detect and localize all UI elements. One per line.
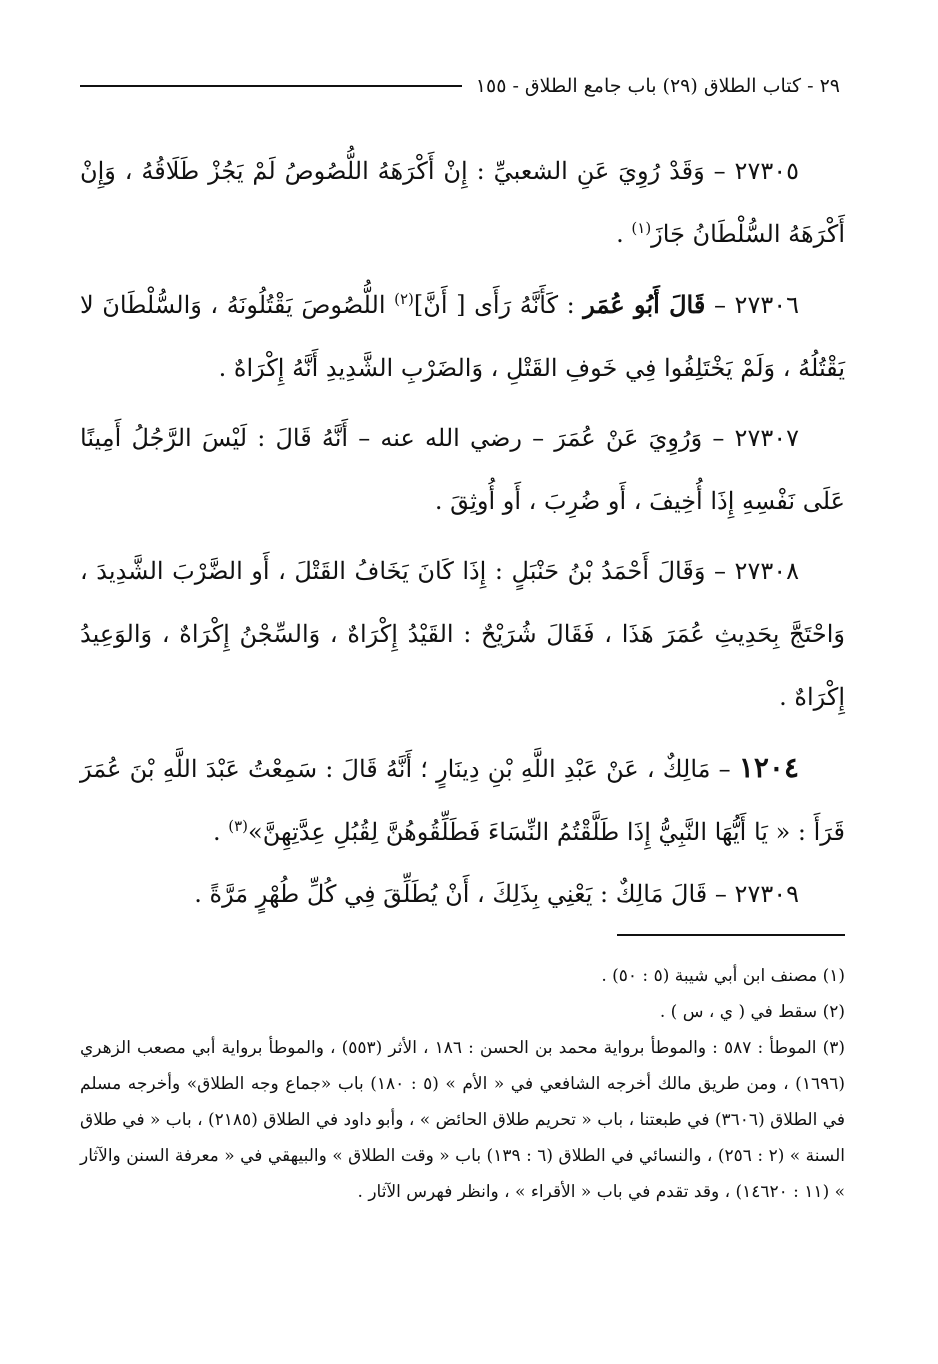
hadith-number: ١٢٠٤ [738,751,799,784]
paragraph-27305 [80,140,845,266]
footnotes-section [80,958,845,1210]
footnote-ref-3[interactable]: (٣) [228,817,249,835]
running-header-text: ٢٩ - كتاب الطلاق (٢٩) باب جامع الطلاق - ١٥٥ [475,75,840,97]
separator: – [705,291,735,319]
footnote-2: (٢) سقط في ( ي ، س ) . [659,1002,845,1022]
footnote-ref-2[interactable]: (٢) [394,290,414,308]
paragraph-number: ٢٧٣٠٦ [734,291,799,319]
paragraph-text: : كَأَنَّهُ رَأَى [ أَنَّ] [413,291,584,319]
footnote-divider [617,934,845,936]
main-text [80,140,845,933]
paragraph-27307 [80,407,845,533]
footnote-3: (٣) الموطأ : ٥٨٧ : والموطأ برواية محمد بن الحسن : ١٨٦ ، الأثر (٥٥٣) ، والموطأ برواية أبي مصعب الزهري (١٦٩٦) ، ومن طريق مالك أخرجه الشافعي في « الأم » (٥ : ١٨٠) باب «جماع وجه الطلاق» وأخرجه مسلم في الطلاق (٣٦٠٦) في طبعتنا ، باب « تحريم طلاق الحائض » ، وأبو داود في الطلاق (٢١٨٥) ، باب « في طلاق السنة » (٢ : ٢٥٦) ، والنسائي في الطلاق (٦ : ١٣٩) باب « وقت الطلاق » والبيهقي في « معرفة السنن والآثار » (١١ : ١٤٦٢٠) ، وقد تقدم في باب « الأقراء » ، وانظر فهرس الآثار . [80,1038,845,1202]
paragraph-tail: . [616,220,632,248]
paragraph-number: ٢٧٣٠٩ [734,880,799,908]
paragraph-tail: اللُّصُوصَ يَقْتُلُونَهُ ، وَالسُّلْطَانَ لا يَقْتُلُهُ ، وَلَمْ يَخْتَلِفُوا فِي خَوفِ القَتْلِ ، وَالضَرْبِ الشَّدِيدِ أَنَّهُ إِكْرَاهٌ . [80,291,845,382]
separator: – [702,424,735,452]
paragraph-text: وَقَالَ أَحْمَدُ بْنُ حَنْبَلٍ : إِذَا كَانَ يَخَافُ القَتْلَ ، أَو الضَّرْبَ الشَّدِيدَ ، وَاحْتَجَّ بِحَدِيثِ عُمَرَ هَذَا ، فَقَالَ شُرَيْحٌ : القَيْدُ إِكْرَاهٌ ، وَالسِّجْنُ إِكْرَاهٌ ، وَالوَعِيدُ إِكْرَاهٌ . [80,557,845,711]
footnote-1: (١) مصنف ابن أبي شيبة (٥ : ٥٠) . [601,966,845,986]
hadith-1204 [80,736,845,864]
separator: – [707,880,735,908]
header-rule [80,85,462,87]
paragraph-number: ٢٧٣٠٨ [734,557,799,585]
paragraph-text: وَرُوِيَ عَنْ عُمَرَ – رضي الله عنه – أَنَّهُ قَالَ : لَيْسَ الرَّجُلُ أَمِينًا عَلَى نَفْسِهِ إِذَا أُخِيفَ ، أَو ضُرِبَ ، أَو أُوثِقَ . [80,424,845,515]
paragraph-27306 [80,273,845,400]
separator: – [705,557,735,585]
hadith-tail: . [212,818,229,846]
paragraph-text: قَالَ مَالِكٌ : يَعْنِي بِذَلِكَ ، أَنْ يُطَلِّقَ فِي كُلِّ طُهْرٍ مَرَّةً . [194,880,708,908]
paragraph-27309 [80,863,845,926]
paragraph-number: ٢٧٣٠٧ [734,424,799,452]
speaker-name: قَالَ أَبُو عُمَر [583,290,706,319]
separator: – [704,157,735,185]
separator: – [710,755,739,783]
hadith-text: مَالِكٌ ، عَنْ عَبْدِ اللَّهِ بْنِ دِينَارٍ ؛ أَنَّهُ قَالَ : سَمِعْتُ عَبْدَ اللَّهِ بْنَ عُمَرَ قَرَأَ : « يَا أَيُّهَا النَّبِيُّ إِذَا طَلَّقْتُمُ النِّسَاءَ فَطَلِّقُوهُنَّ لِقُبُلِ عِدَّتِهِنَّ» [80,755,845,846]
running-header [80,66,840,106]
paragraph-text: وَقَدْ رُوِيَ عَنِ الشعبيِّ : إِنْ أَكْرَهَهُ اللُّصُوصُ لَمْ يَجُزْ طَلَاقُهُ ، وَإِنْ أَكْرَهَهُ السُّلْطَانُ جَازَ [80,157,845,248]
footnote-ref-1[interactable]: (١) [631,219,652,237]
paragraph-27308 [80,540,845,729]
paragraph-number: ٢٧٣٠٥ [734,157,799,185]
